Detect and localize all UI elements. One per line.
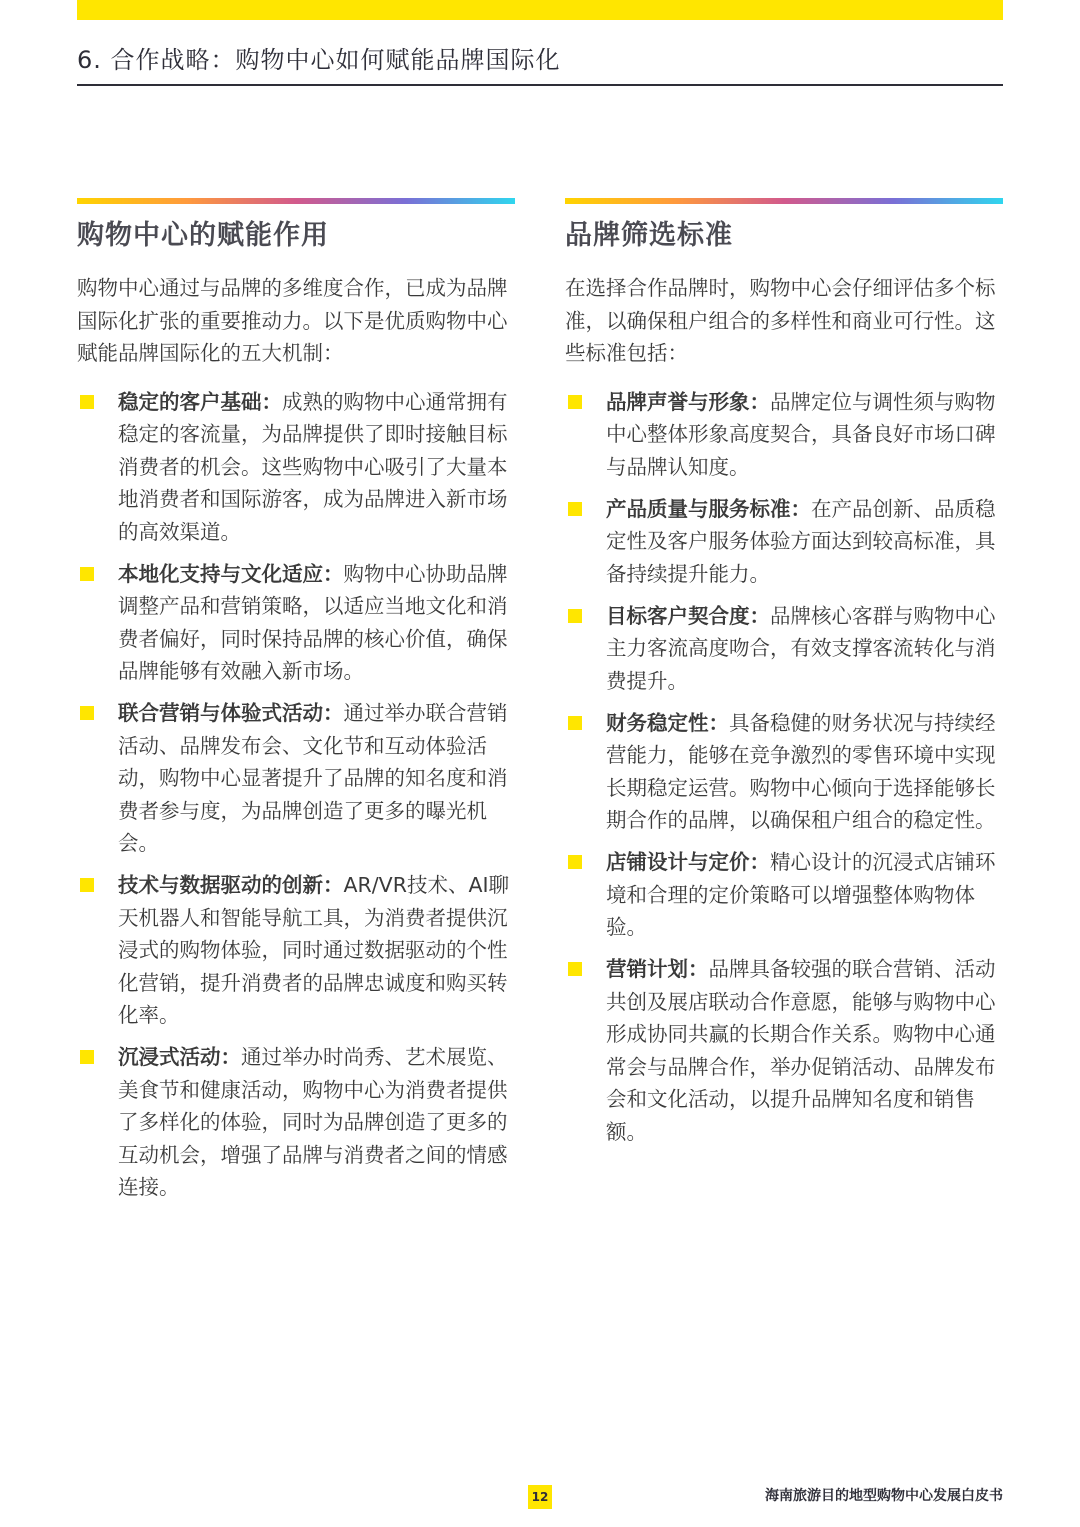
list-item — [565, 846, 1003, 944]
left-intro: 购物中心通过与品牌的多维度合作，已成为品牌国际化扩张的重要推动力。以下是优质购物中心赋能品牌国际化的五大机制： — [77, 276, 508, 365]
top-accent-bar — [77, 0, 1003, 20]
right-column — [565, 198, 1003, 1158]
right-section-title: 品牌筛选标准 — [565, 220, 733, 251]
bullet-square-icon — [80, 1050, 94, 1064]
item-title: 财务稳定性： — [606, 710, 729, 735]
list-item — [565, 386, 1003, 484]
item-text: 品牌具备较强的联合营销、活动共创及展店联动合作意愿，能够与购物中心形成协同共赢的长期合作关系。购物中心通常会与品牌合作，举办促销活动、品牌发布会和文化活动，以提升品牌知名度和销售额。 — [606, 957, 996, 1144]
list-item — [565, 953, 1003, 1148]
list-item — [77, 697, 515, 860]
item-title: 品牌声誉与形象： — [606, 389, 770, 414]
right-gradient-bar — [565, 198, 1003, 204]
item-title: 沉浸式活动： — [118, 1045, 241, 1069]
list-item — [565, 707, 1003, 837]
list-item — [565, 600, 1003, 698]
bullet-square-icon — [80, 706, 94, 720]
document-title: 海南旅游目的地型购物中心发展白皮书 — [765, 1488, 1003, 1504]
bullet-square-icon — [568, 962, 582, 976]
item-title: 联合营销与体验式活动： — [118, 701, 344, 725]
item-text: 通过举办联合营销活动、品牌发布会、文化节和互动体验活动，购物中心显著提升了品牌的知名度和消费者参与度，为品牌创造了更多的曝光机会。 — [118, 701, 508, 855]
item-title: 技术与数据驱动的创新： — [118, 873, 344, 897]
bullet-square-icon — [80, 395, 94, 409]
item-title: 店铺设计与定价： — [606, 850, 770, 874]
item-text: 成熟的购物中心通常拥有稳定的客流量，为品牌提供了即时接触目标消费者的机会。这些购物中心吸引了大量本地消费者和国际游客，成为品牌进入新市场的高效渠道。 — [118, 389, 508, 544]
bullet-square-icon — [80, 567, 94, 581]
list-item — [77, 558, 515, 688]
item-text: 品牌定位与调性须与购物中心整体形象高度契合，具备良好市场口碑与品牌认知度。 — [606, 389, 996, 479]
item-text: 具备稳健的财务状况与持续经营能力，能够在竞争激烈的零售环境中实现长期稳定运营。购物中心倾向于选择能够长期合作的品牌，以确保租户组合的稳定性。 — [606, 710, 996, 832]
item-title: 营销计划： — [606, 957, 709, 981]
list-item — [77, 1041, 515, 1204]
item-text: 购物中心协助品牌调整产品和营销策略，以适应当地文化和消费者偏好，同时保持品牌的核心价值，确保品牌能够有效融入新市场。 — [118, 561, 508, 683]
list-item — [77, 869, 515, 1032]
bullet-square-icon — [568, 395, 582, 409]
item-text: AR/VR技术、AI聊天机器人和智能导航工具，为消费者提供沉浸式的购物体验，同时通过数据驱动的个性化营销，提升消费者的品牌忠诚度和购买转化率。 — [118, 873, 510, 1027]
item-title: 目标客户契合度： — [606, 603, 770, 628]
header-divider — [77, 84, 1003, 86]
page-number: 12 — [528, 1485, 552, 1509]
item-text: 通过举办时尚秀、艺术展览、美食节和健康活动，购物中心为消费者提供了多样化的体验，同时为品牌创造了更多的互动机会，增强了品牌与消费者之间的情感连接。 — [118, 1045, 508, 1199]
left-item-list — [77, 386, 515, 1204]
right-intro: 在选择合作品牌时，购物中心会仔细评估多个标准，以确保租户组合的多样性和商业可行性。这些标准包括： — [565, 276, 996, 365]
item-title: 稳定的客户基础： — [118, 389, 282, 414]
list-item — [77, 386, 515, 549]
bullet-square-icon — [80, 878, 94, 892]
left-column — [77, 198, 515, 1213]
left-gradient-bar — [77, 198, 515, 204]
bullet-square-icon — [568, 609, 582, 623]
item-text: 精心设计的沉浸式店铺环境和合理的定价策略可以增强整体购物体验。 — [606, 850, 996, 939]
list-item — [565, 493, 1003, 591]
bullet-square-icon — [568, 502, 582, 516]
item-text: 品牌核心客群与购物中心主力客流高度吻合，有效支撑客流转化与消费提升。 — [606, 603, 996, 693]
item-title: 产品质量与服务标准： — [606, 496, 811, 521]
left-section-title: 购物中心的赋能作用 — [77, 220, 329, 251]
right-item-list — [565, 386, 1003, 1149]
item-title: 本地化支持与文化适应： — [118, 561, 344, 586]
bullet-square-icon — [568, 716, 582, 730]
item-text: 在产品创新、品质稳定性及客户服务体验方面达到较高标准，具备持续提升能力。 — [606, 496, 996, 586]
bullet-square-icon — [568, 855, 582, 869]
page-title: 6. 合作战略：购物中心如何赋能品牌国际化 — [77, 46, 561, 74]
